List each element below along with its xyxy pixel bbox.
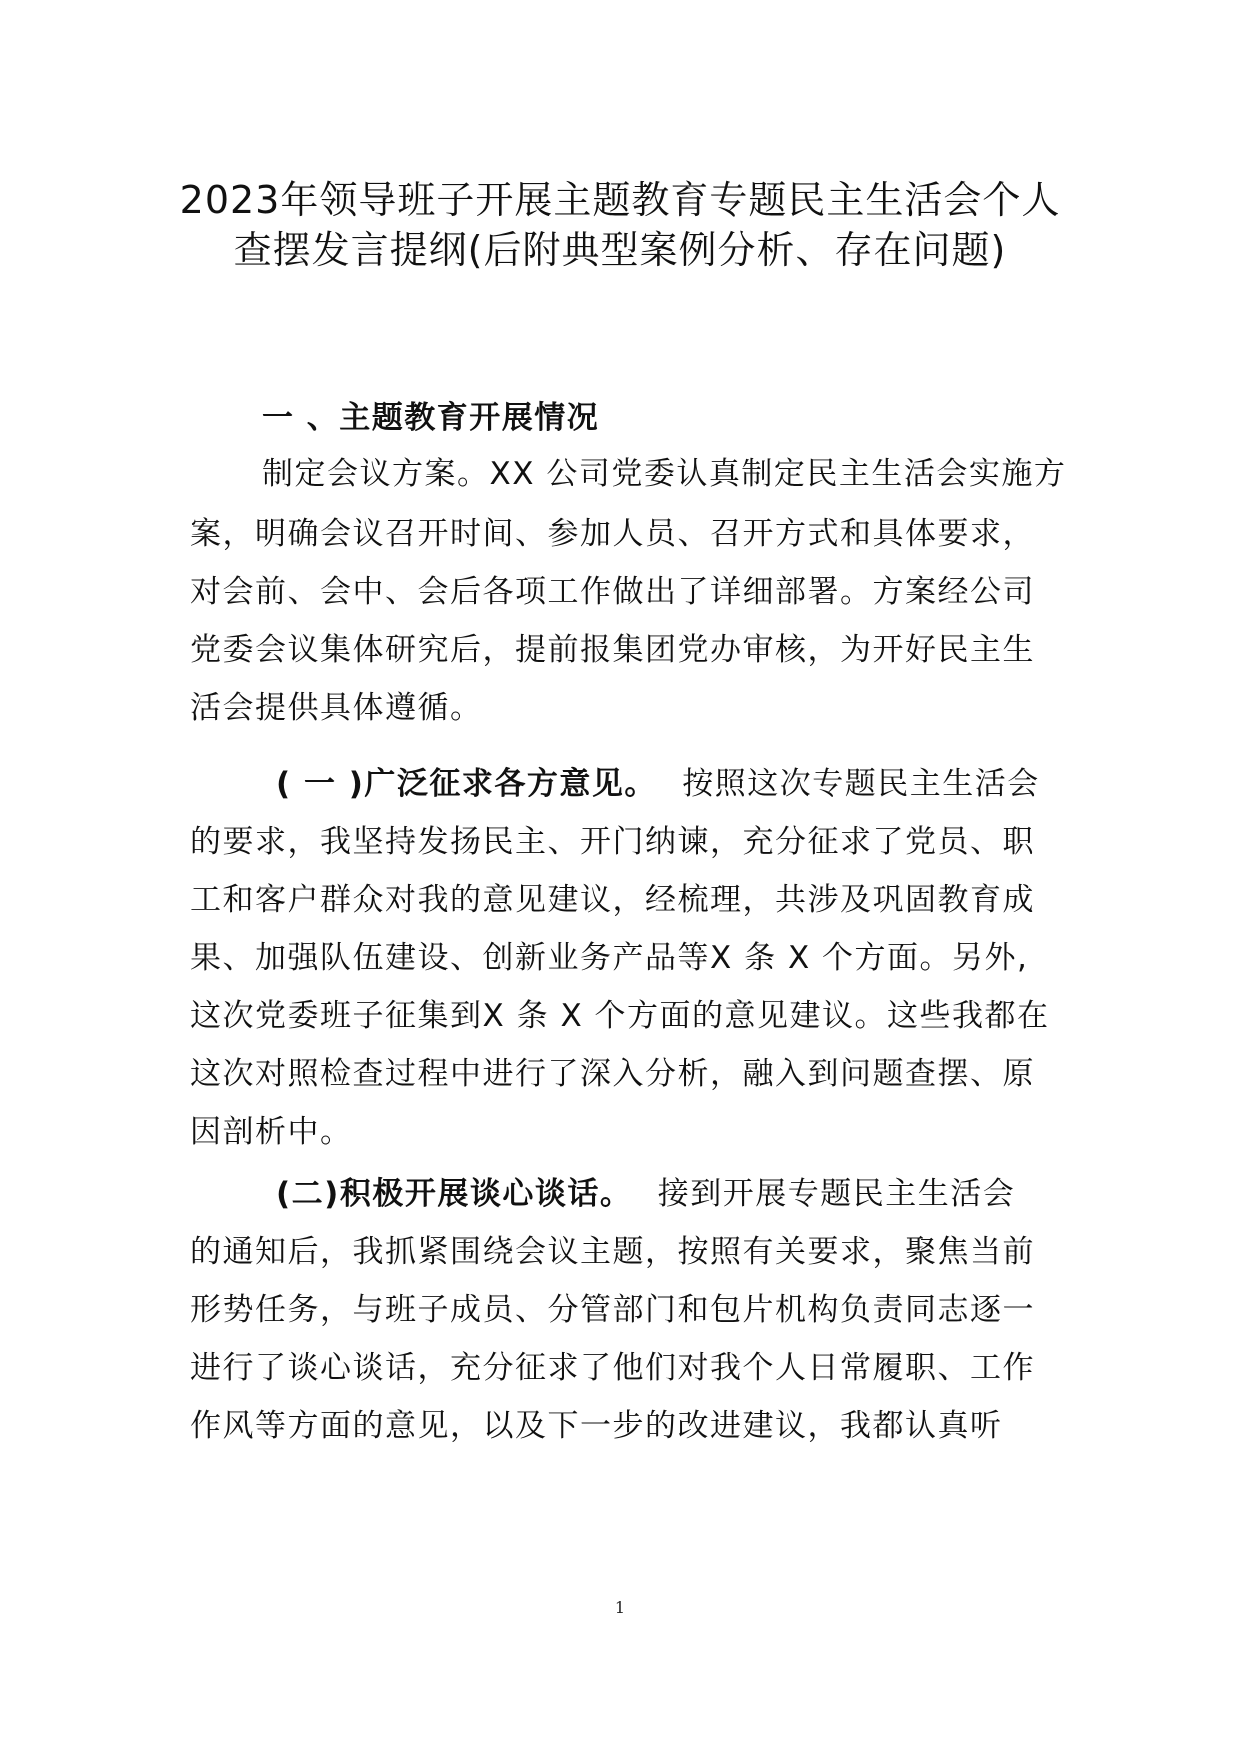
paragraph-line: 党委会议集体研究后，提前报集团党办审核，为开好民主生 bbox=[190, 632, 1035, 668]
paragraph-line: 形势任务，与班子成员、分管部门和包片机构负责同志逐一 bbox=[190, 1292, 1035, 1328]
paragraph-line: 果、加强队伍建设、创新业务产品等X 条 X 个方面。另外, bbox=[190, 940, 1029, 976]
paragraph-first-line bbox=[276, 1174, 1015, 1214]
section-heading: 一 、主题教育开展情况 bbox=[262, 400, 600, 436]
paragraph-line: 工和客户群众对我的意见建议，经梳理，共涉及巩固教育成 bbox=[190, 882, 1035, 918]
subsection-heading: ( 一 )广泛征求各方意见。 bbox=[276, 766, 657, 802]
document-title-line-1: 2023年领导班子开展主题教育专题民主生活会个人 bbox=[179, 178, 1061, 222]
paragraph-line: 因剖析中。 bbox=[190, 1114, 353, 1150]
paragraph-line: 的要求，我坚持发扬民主、开门纳谏，充分征求了党员、职 bbox=[190, 824, 1035, 860]
document-title-line-2: 查摆发言提纲(后附典型案例分析、存在问题) bbox=[233, 228, 1007, 272]
paragraph-line: 的通知后，我抓紧围绕会议主题，按照有关要求，聚焦当前 bbox=[190, 1234, 1035, 1270]
paragraph-line: 作风等方面的意见，以及下一步的改进建议，我都认真听 bbox=[190, 1408, 1003, 1444]
paragraph-line: 活会提供具体遵循。 bbox=[190, 690, 483, 726]
page-number: 1 bbox=[614, 1598, 626, 1617]
paragraph-text: 按照这次专题民主生活会 bbox=[682, 766, 1040, 802]
subsection-heading: (二)积极开展谈心谈话。 bbox=[276, 1176, 633, 1212]
paragraph-first-line bbox=[276, 764, 1040, 804]
paragraph-line: 这次党委班子征集到X 条 X 个方面的意见建议。这些我都在 bbox=[190, 998, 1050, 1034]
paragraph-line: 这次对照检查过程中进行了深入分析，融入到问题查摆、原 bbox=[190, 1056, 1035, 1092]
paragraph-line: 制定会议方案。XX 公司党委认真制定民主生活会实施方 bbox=[262, 456, 1067, 492]
paragraph-text: 接到开展专题民主生活会 bbox=[657, 1176, 1016, 1212]
paragraph-line: 对会前、会中、会后各项工作做出了详细部署。方案经公司 bbox=[190, 574, 1035, 610]
paragraph-line: 进行了谈心谈话，充分征求了他们对我个人日常履职、工作 bbox=[190, 1350, 1035, 1386]
paragraph-line: 案，明确会议召开时间、参加人员、召开方式和具体要求， bbox=[190, 516, 1035, 552]
